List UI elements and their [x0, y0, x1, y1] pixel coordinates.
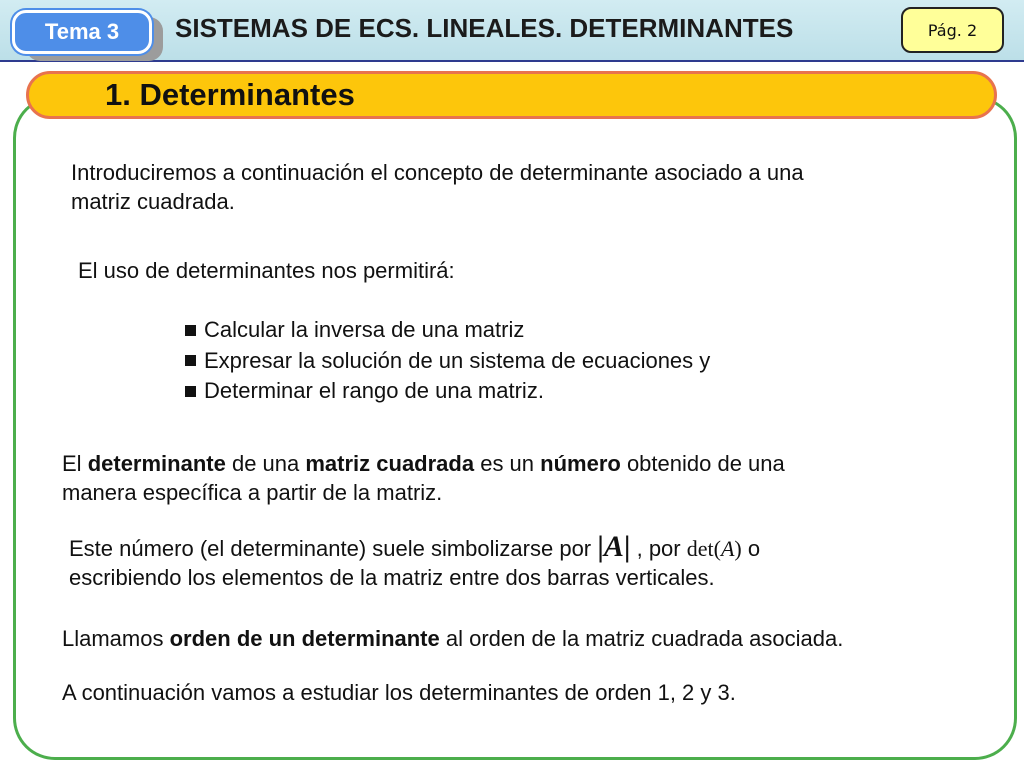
- definition-text: obtenido de una: [620, 451, 785, 476]
- square-bullet-icon: [185, 355, 196, 366]
- list-item-text: Expresar la solución de un sistema de ecuaciones y: [204, 347, 711, 373]
- notation-text: Este número (el determinante) suele simbolizarse por: [69, 536, 598, 561]
- uses-heading: El uso de determinantes nos permitirá:: [78, 258, 455, 283]
- det-notation: [687, 536, 742, 561]
- order-text: Llamamos: [62, 626, 170, 651]
- abs-bar-left: |: [597, 530, 604, 563]
- term-matriz-cuadrada: matriz cuadrada: [305, 451, 475, 476]
- page-number-label: Pág. 2: [927, 20, 978, 40]
- list-item-text: Calcular la inversa de una matriz: [204, 317, 525, 342]
- abs-bar-right: |: [623, 530, 631, 563]
- slide-title: SISTEMAS DE ECS. LINEALES. DETERMINANTES: [175, 13, 794, 43]
- term-orden-determinante: orden de un determinante: [169, 626, 440, 651]
- notation-line-1: [69, 530, 761, 563]
- list-item: [185, 376, 710, 407]
- order-text: al orden de la matriz cuadrada asociada.: [439, 626, 844, 651]
- det-close: ): [734, 536, 742, 561]
- uses-list: [185, 315, 710, 407]
- list-item: [185, 346, 710, 377]
- det-letter: A: [720, 536, 735, 561]
- definition-text: El: [62, 451, 88, 476]
- square-bullet-icon: [185, 386, 196, 397]
- topic-badge: [12, 10, 152, 54]
- definition-paragraph: [62, 449, 785, 507]
- topic-badge-label: Tema 3: [44, 19, 120, 44]
- list-item: [185, 315, 710, 346]
- abs-letter: A: [603, 530, 624, 563]
- definition-text: de una: [225, 451, 306, 476]
- page-number-tag: [901, 7, 1004, 53]
- intro-line-1: Introduciremos a continuación el concepto de determinante asociado a una: [71, 160, 804, 185]
- notation-line-2: escribiendo los elementos de la matriz entre dos barras verticales.: [69, 565, 715, 590]
- closing-paragraph: A continuación vamos a estudiar los determinantes de orden 1, 2 y 3.: [62, 680, 736, 705]
- definition-line-1: [62, 449, 785, 478]
- term-determinante: determinante: [87, 451, 226, 476]
- abs-notation: [597, 530, 630, 563]
- notation-paragraph: [69, 530, 761, 592]
- section-title: 1. Determinantes: [105, 77, 355, 112]
- intro-line-2: matriz cuadrada.: [71, 189, 235, 214]
- square-bullet-icon: [185, 325, 196, 336]
- intro-paragraph: [71, 158, 804, 216]
- list-item-text: Determinar el rango de una matriz.: [204, 378, 544, 403]
- term-numero: número: [540, 451, 621, 476]
- definition-text: es un: [474, 451, 541, 476]
- section-banner: [26, 71, 997, 119]
- notation-text: , por: [630, 536, 687, 561]
- notation-text: o: [741, 536, 761, 561]
- definition-line-2: manera específica a partir de la matriz.: [62, 480, 443, 505]
- det-prefix: det(: [686, 536, 721, 561]
- order-paragraph: [62, 624, 843, 653]
